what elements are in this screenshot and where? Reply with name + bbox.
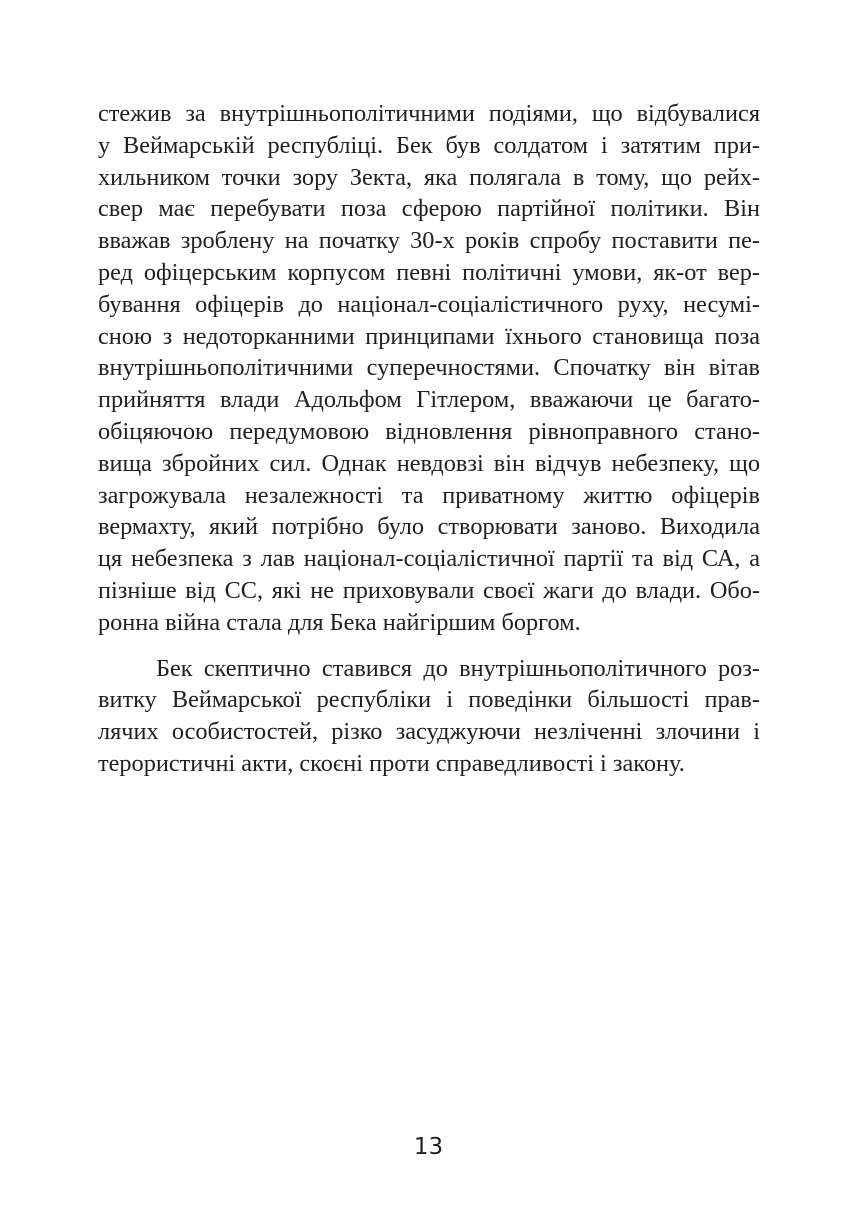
- text-line: у Веймарській республіці. Бек був солдатом і затятим при-: [98, 131, 760, 159]
- body-text: [98, 98, 760, 780]
- text-line: ця небезпека з лав націонал-соціалістичної партії та від СА, а: [98, 545, 760, 573]
- text-line: стежив за внутрішньополітичними подіями, що відбувалися: [98, 100, 760, 127]
- text-line: загрожувала незалежності та приватному життю офіцерів: [98, 481, 760, 509]
- text-line: внутрішньополітичними суперечностями. Спочатку він вітав: [98, 354, 760, 382]
- text-line: прийняття влади Адольфом Гітлером, вважаючи це багато-: [98, 386, 760, 414]
- text-line: терористичні акти, скоєні проти справедливості і закону.: [98, 749, 685, 777]
- text-line: витку Веймарської республіки і поведінки більшості прав-: [98, 686, 760, 714]
- text-line: бування офіцерів до націонал-соціалістичного руху, несумі-: [98, 290, 760, 318]
- text-line: ронна війна стала для Бека найгіршим боргом.: [98, 608, 581, 636]
- text-line: пізніше від СС, які не приховували своєї жаги до влади. Обо-: [98, 576, 760, 604]
- paragraph-2: [98, 653, 760, 780]
- text-line: хильником точки зору Зекта, яка полягала в тому, що рейх-: [98, 163, 760, 191]
- page-number: 13: [413, 1134, 444, 1160]
- text-line: лячих особистостей, різко засуджуючи незліченні злочини і: [98, 718, 760, 746]
- text-line: сною з недоторканними принципами їхнього становища поза: [98, 322, 760, 350]
- text-line: ред офіцерським корпусом певні політичні умови, як-от вер-: [98, 258, 760, 286]
- paragraph-1: [98, 98, 760, 639]
- text-line: свер має перебувати поза сферою партійної політики. Він: [98, 195, 760, 223]
- text-line: Бек скептично ставився до внутрішньополітичного роз-: [156, 654, 760, 682]
- text-line: вища збройних сил. Однак невдовзі він відчув небезпеку, що: [98, 449, 760, 477]
- text-line: вермахту, який потрібно було створювати заново. Виходила: [98, 513, 760, 541]
- text-line: вважав зроблену на початку 30-х років спробу поставити пе-: [98, 227, 760, 255]
- text-line: обіцяючою передумовою відновлення рівноправного стано-: [98, 417, 760, 445]
